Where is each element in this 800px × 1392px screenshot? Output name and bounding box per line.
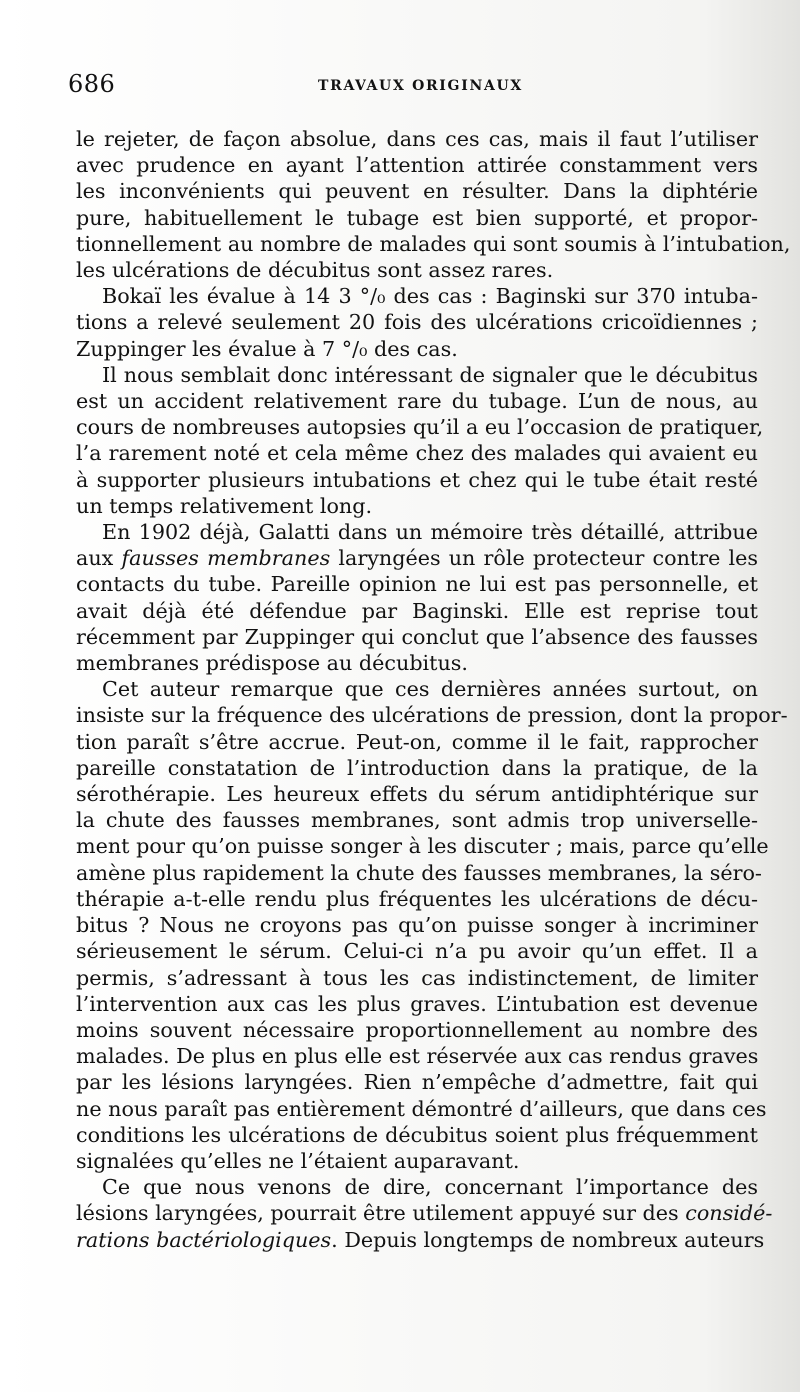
text-line: les ulcérations de décubitus sont assez rares. xyxy=(76,258,554,283)
text-line: moins souvent nécessaire proportionnellement au nombre des xyxy=(76,1017,758,1042)
text-line: Bokaï les évalue à 14 3 °/₀ des cas : Baginski sur 370 intuba- xyxy=(102,284,758,309)
italic-term: considé- xyxy=(685,1201,773,1226)
text-line: tions a relevé seulement 20 fois des ulcérations cricoïdiennes ; xyxy=(76,310,758,335)
text-line xyxy=(76,1227,765,1253)
text-line xyxy=(76,545,758,571)
text-line: l’intervention aux cas les plus graves. L’intubation est devenue xyxy=(76,991,758,1016)
text-line: pure, habituellement le tubage est bien supporté, et propor- xyxy=(76,205,758,230)
text-line: permis, s’adressant à tous les cas indistinctement, de limiter xyxy=(76,965,758,990)
text-line: la chute des fausses membranes, sont admis trop universelle- xyxy=(76,808,758,833)
page-header xyxy=(68,70,752,104)
text-line: Cet auteur remarque que ces dernières années surtout, on xyxy=(102,677,758,702)
text-line: malades. De plus en plus elle est réservée aux cas rendus graves xyxy=(76,1044,759,1069)
text-line: tionnellement au nombre de malades qui sont soumis à l’intubation, xyxy=(76,231,791,256)
text-line: Ce que nous venons de dire, concernant l’importance des xyxy=(102,1175,758,1200)
text-line xyxy=(76,1200,773,1226)
text-line: avait déjà été défendue par Baginski. Elle est reprise tout xyxy=(76,598,758,623)
text-line: Il nous semblait donc intéressant de signaler que le décubitus xyxy=(102,362,758,387)
text-line: sérieusement le sérum. Celui-ci n’a pu avoir qu’un effet. Il a xyxy=(76,939,758,964)
text-fragment: aux xyxy=(76,546,122,571)
text-line: les inconvénients qui peuvent en résulter. Dans la diphtérie xyxy=(76,179,758,204)
text-line: signalées qu’elles ne l’étaient auparavant. xyxy=(76,1148,520,1173)
text-line: amène plus rapidement la chute des fausses membranes, la séro- xyxy=(76,860,762,885)
text-fragment: laryngées un rôle protecteur contre les xyxy=(330,546,759,571)
text-line: par les lésions laryngées. Rien n’empêche d’admettre, fait qui xyxy=(76,1070,758,1095)
text-line: membranes prédispose au décubitus. xyxy=(76,651,469,676)
text-line: En 1902 déjà, Galatti dans un mémoire très détaillé, attribue xyxy=(102,520,758,545)
text-line: conditions les ulcérations de décubitus soient plus fréquemment xyxy=(76,1122,758,1147)
text-line: bitus ? Nous ne croyons pas qu’on puisse songer à incriminer xyxy=(76,913,758,938)
italic-term: rations bactériologiques xyxy=(76,1227,332,1252)
text-fragment: . Depuis longtemps de nombreux auteurs xyxy=(331,1227,765,1252)
text-line: récemment par Zuppinger qui conclut que l’absence des fausses xyxy=(76,624,758,649)
text-line: un temps relativement long. xyxy=(76,493,373,518)
text-line: pareille constatation de l’introduction dans la pratique, de la xyxy=(76,755,758,780)
text-line: sérothérapie. Les heureux effets du sérum antidiphtérique sur xyxy=(76,782,758,807)
text-line: insiste sur la fréquence des ulcérations de pression, dont la propor- xyxy=(76,703,788,728)
text-line: le rejeter, de façon absolue, dans ces cas, mais il faut l’utiliser xyxy=(76,127,758,151)
text-line: tion paraît s’être accrue. Peut-on, comme il le fait, rapprocher xyxy=(76,729,758,754)
text-line: à supporter plusieurs intubations et chez qui le tube était resté xyxy=(76,467,758,492)
body-text xyxy=(76,126,791,1253)
text-line: Zuppinger les évalue à 7 °/₀ des cas. xyxy=(76,336,458,361)
text-line: contacts du tube. Pareille opinion ne lui est pas personnelle, et xyxy=(76,572,758,597)
text-line: avec prudence en ayant l’attention attirée constamment vers xyxy=(76,153,758,178)
text-line: ment pour qu’on puisse songer à les discuter ; mais, parce qu’elle xyxy=(76,834,769,859)
text-line: ne nous paraît pas entièrement démontré d’ailleurs, que dans ces xyxy=(76,1096,767,1121)
text-line: cours de nombreuses autopsies qu’il a eu l’occasion de pratiquer, xyxy=(76,415,764,440)
italic-term: fausses membranes xyxy=(121,546,331,571)
text-line: l’a rarement noté et cela même chez des malades qui avaient eu xyxy=(76,441,758,466)
text-fragment: lésions laryngées, pourrait être utilement appuyé sur des xyxy=(76,1201,686,1226)
running-title: TRAVAUX ORIGINAUX xyxy=(318,78,523,94)
text-line: est un accident relativement rare du tubage. L’un de nous, au xyxy=(76,389,758,414)
text-line: thérapie a-t-elle rendu plus fréquentes les ulcérations de décu- xyxy=(76,886,758,911)
page-number: 686 xyxy=(68,70,116,98)
